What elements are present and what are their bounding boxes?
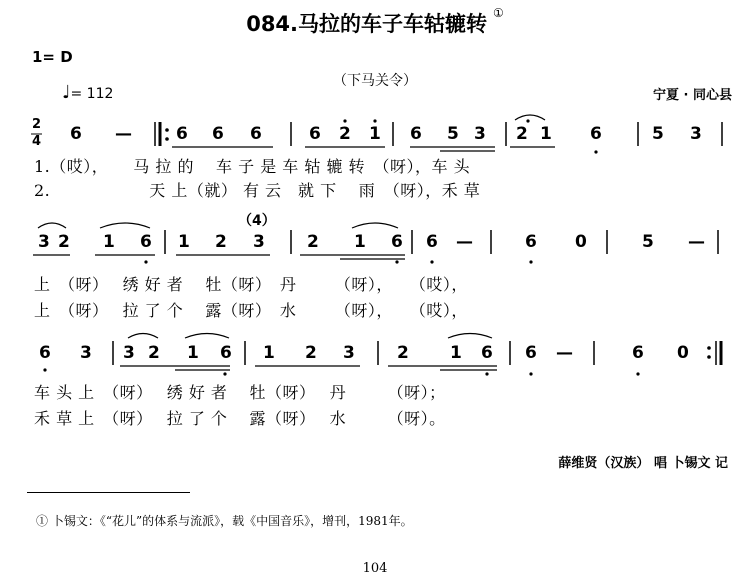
measure-number: （4） [238, 213, 276, 229]
note: 1 [103, 232, 115, 252]
note: 6 [525, 343, 537, 363]
note: 6 [590, 124, 602, 144]
note: 6 [391, 232, 403, 252]
lyric-line: 车 头 上 （呀） 绣 好 者 牡（呀） 丹 （呀）； [34, 383, 446, 402]
time-signature-bottom: 4 [32, 134, 42, 149]
dash: — [688, 232, 705, 252]
note: 2 [397, 343, 409, 363]
note: 3 [123, 343, 135, 363]
note: 6 [39, 343, 51, 363]
note: 1 [540, 124, 552, 144]
note: 6 [220, 343, 232, 363]
note: 2 [215, 232, 227, 252]
note: 1 [369, 124, 381, 144]
note: 3 [38, 232, 50, 252]
note: 6 [309, 124, 321, 144]
tune-name: （下马关令） [333, 73, 417, 89]
lyric-line: 上 （呀） 拉 了 个 露（呀） 水 （呀）， （哎）， [34, 301, 468, 320]
page-title: 084.马拉的车子车轱辘转 ① [246, 6, 504, 36]
note: 1 [450, 343, 462, 363]
note: 2 [307, 232, 319, 252]
note: 1 [187, 343, 199, 363]
lyric-line: 1.（哎）， 马 拉 的 车 子 是 车 轱 辘 转 （呀），车 头 [34, 157, 471, 176]
note: 3 [253, 232, 265, 252]
note: 6 [140, 232, 152, 252]
credit-line: 薛维贤（汉族） 唱 卜锡文 记 [558, 456, 728, 471]
note: 2 [58, 232, 70, 252]
note: 3 [80, 343, 92, 363]
note: 6 [525, 232, 537, 252]
rest: 0 [677, 343, 689, 363]
note: 1 [178, 232, 190, 252]
note: 3 [474, 124, 486, 144]
note: 2 [305, 343, 317, 363]
rest: 0 [575, 232, 587, 252]
footnote: ① 卜锡文：《“花儿”的体系与流派》，载《中国音乐》，增刊，1981年。 [36, 514, 413, 528]
note: 5 [447, 124, 459, 144]
note: 1 [354, 232, 366, 252]
note: 6 [250, 124, 262, 144]
time-signature-top: 2 [32, 117, 42, 132]
dash: — [115, 124, 132, 144]
note: 6 [426, 232, 438, 252]
note: 5 [652, 124, 664, 144]
note: 5 [642, 232, 654, 252]
note: 6 [410, 124, 422, 144]
page-number: 104 [362, 561, 388, 576]
note: 6 [176, 124, 188, 144]
note: 2 [516, 124, 528, 144]
tempo-marking: ♩= 112 [62, 82, 114, 103]
note: 6 [70, 124, 82, 144]
footnote-marker: ① [493, 6, 504, 20]
note: 1 [263, 343, 275, 363]
dash: — [556, 343, 573, 363]
note: 2 [339, 124, 351, 144]
dash: — [456, 232, 473, 252]
key-signature: 1= D [32, 48, 73, 66]
note: 6 [632, 343, 644, 363]
note: 3 [343, 343, 355, 363]
note: 6 [212, 124, 224, 144]
note: 3 [690, 124, 702, 144]
footnote-divider [27, 492, 190, 493]
lyric-line: 2. 天 上（就） 有 云 就 下 雨 （呀），禾 草 [34, 181, 481, 200]
region-label: 宁夏 · 同心县 [653, 88, 732, 103]
note: 2 [148, 343, 160, 363]
quarter-note-icon: ♩ [62, 82, 71, 103]
lyric-line: 上 （呀） 绣 好 者 牡（呀） 丹 （呀）， （哎）， [34, 275, 468, 294]
note: 6 [481, 343, 493, 363]
lyric-line: 禾 草 上 （呀） 拉 了 个 露（呀） 水 （呀）。 [34, 409, 446, 428]
